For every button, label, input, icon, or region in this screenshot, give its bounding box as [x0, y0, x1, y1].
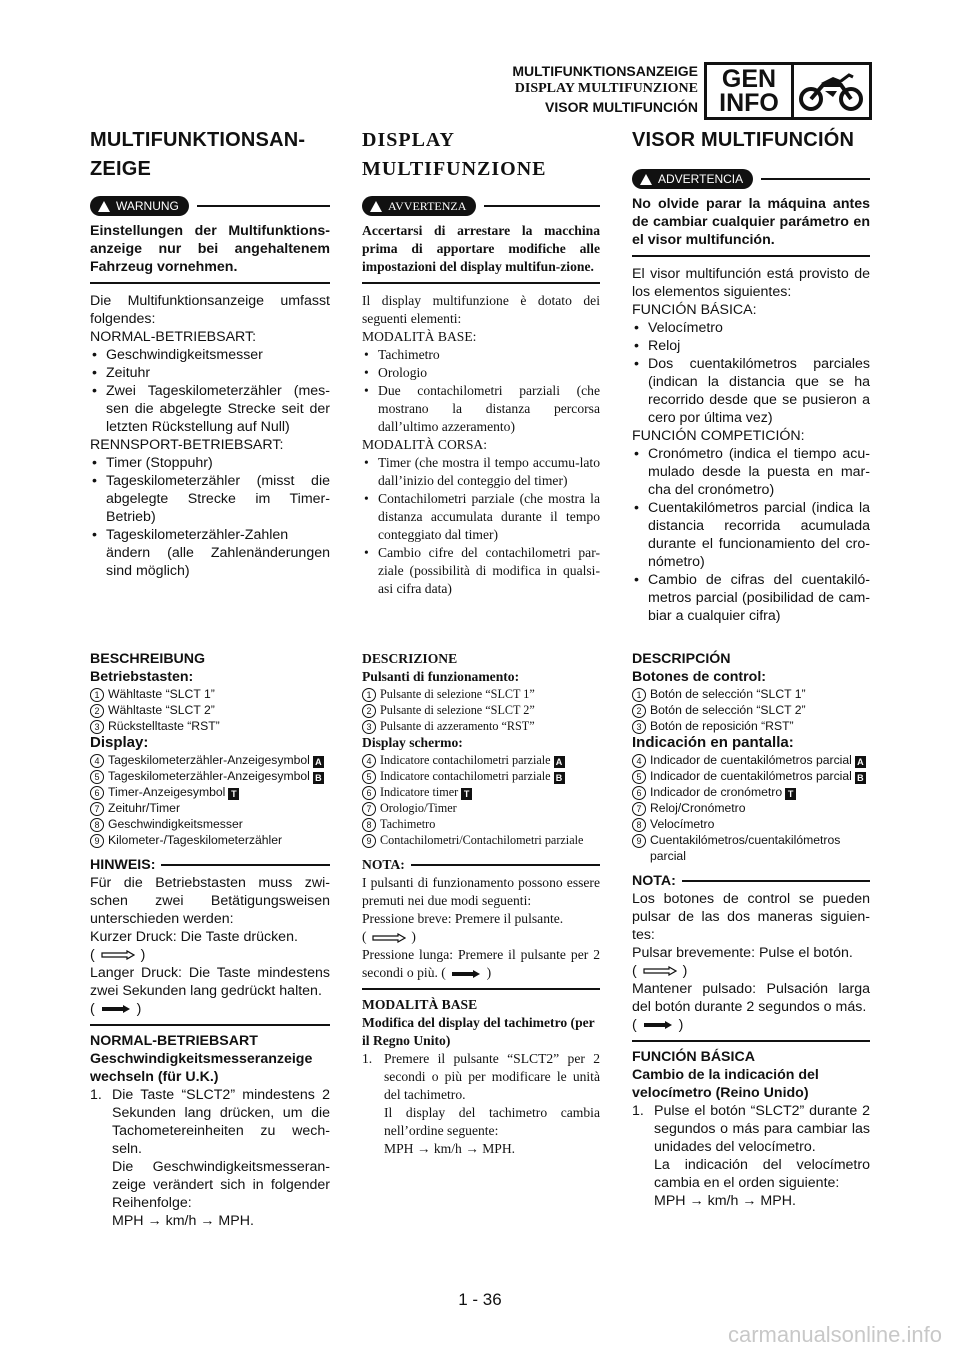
item-text: Geschwindigkeitsmesser [108, 817, 243, 831]
note-header [362, 856, 600, 874]
step-line: Il display del tachimetro cambia nell’ordine seguente: [384, 1105, 600, 1138]
callout-number: 2 [90, 704, 104, 718]
item-text: Reloj/Cronómetro [650, 801, 746, 815]
note-text: Kurzer Druck: Die Taste drücken. [90, 929, 298, 945]
callout-number: 1 [362, 688, 376, 702]
marker-a-icon: A [554, 756, 565, 768]
intro: Die Multifunktionsanzeige umfasst folgendes: [90, 293, 330, 327]
list-item [362, 752, 600, 768]
callout-number: 1 [632, 688, 646, 702]
note-text: Für die Betriebstasten muss zwi-schen zwei Betätigungsweisen unterschieden werden: [90, 875, 330, 927]
item-text: Pulsante di selezione “SLCT 2” [380, 703, 535, 717]
item-text: Contachilometri/Contachilometri parziale [380, 833, 584, 847]
warning-header [362, 196, 600, 216]
note-long-text: Pressione lunga: Premere il pulsante per 2 secondi o più. [362, 947, 600, 980]
list-item [90, 800, 330, 816]
divider [761, 178, 870, 180]
description-italian [362, 650, 600, 1158]
item-text: Botón de selección “SLCT 2” [650, 703, 806, 717]
step-number: 1. [362, 1051, 373, 1066]
mode-heading: RENNSPORT-BETRIEBSART: [90, 437, 284, 453]
step-text [112, 1086, 330, 1230]
title-line: DISPLAY [362, 129, 455, 151]
header-titles [512, 62, 698, 116]
note-body [90, 874, 330, 1026]
marker-b-icon: B [855, 772, 866, 784]
item-label: Indicatore contachilometri parziale [380, 769, 551, 783]
step [362, 1050, 600, 1158]
callout-number: 1 [90, 688, 104, 702]
list-item [632, 718, 870, 734]
item-text: Kilometer-/Tageskilometerzähler [108, 833, 283, 847]
header-title-es: VISOR MULTIFUNCIÓN [545, 99, 698, 115]
item-label: Timer-Anzeigesymbol [108, 785, 226, 799]
note-text: Langer Druck: Die Taste mindestens zwei Sekunden lang gedrückt halten. [90, 965, 330, 999]
marker-t-icon: T [461, 788, 472, 800]
section-title [362, 126, 600, 184]
callout-number: 7 [90, 802, 104, 816]
mode-list [362, 346, 600, 436]
note-body [362, 874, 600, 990]
item-text: Wähltaste “SLCT 2” [108, 703, 215, 717]
description-spanish [632, 650, 870, 1210]
step-line: Pulse el botón “SLCT2” durante 2 segundos o más para cambiar las unidades del velocímetro. [654, 1103, 870, 1155]
step-number: 1. [90, 1087, 102, 1103]
callout-number: 3 [362, 720, 376, 734]
list-item [632, 702, 870, 718]
callout-number: 6 [632, 786, 646, 800]
callout-number: 3 [90, 720, 104, 734]
note-body [632, 890, 870, 1042]
header-title-de: MULTIFUNKTIONSANZEIGE [512, 63, 698, 79]
step-text [654, 1102, 870, 1210]
long-arrow-icon [451, 969, 481, 979]
mode-heading: FUNCIÓN COMPETICIÓN: [632, 428, 805, 444]
item-label: Indicatore contachilometri parziale [380, 753, 551, 767]
divider [161, 864, 330, 866]
callout-number: 8 [90, 818, 104, 832]
list-item: • Reloj [632, 337, 870, 355]
section-title [90, 126, 330, 184]
note-text: Pulsar brevemente: Pulse el botón. [632, 945, 853, 961]
callout-number: 4 [362, 754, 376, 768]
subsection-title: Geschwindigkeitsmesseranzeige wechseln (für U.K.) [90, 1051, 313, 1085]
list-item: • Zeituhr [90, 364, 330, 382]
warning-label [90, 196, 189, 216]
item-text [108, 752, 324, 768]
item-text [108, 784, 239, 800]
note-text: Mantener pulsado: Pulsación larga del botón durante 2 segundos o más. [632, 981, 870, 1015]
step [632, 1102, 870, 1210]
mode-list [90, 454, 330, 580]
list-item [362, 800, 600, 816]
mode-list [362, 454, 600, 598]
list-item [632, 832, 870, 864]
note-label: NOTA: [632, 873, 676, 889]
marker-t-icon: T [228, 788, 239, 800]
badge-bottom: INFO [719, 89, 779, 117]
note-label: NOTA: [362, 857, 405, 872]
list-item: • Cambio de cifras del cuentakiló-metros parcial (posibilidad de cam-biar a cualquier cifra) [632, 571, 870, 625]
list-item [90, 768, 330, 784]
divider [197, 205, 330, 207]
list-item [362, 768, 600, 784]
callout-number: 9 [632, 834, 646, 848]
mode-heading: FUNCIÓN BÁSICA: [632, 302, 757, 318]
item-text: Rückstelltaste “RST” [108, 719, 220, 733]
list-item: • Cambio cifre del contachilometri par-ziale (possibilità di modifica in qualsi-asi cifra data) [362, 544, 600, 598]
callout-number: 3 [632, 720, 646, 734]
display-title: Display schermo: [362, 735, 463, 750]
list-item [632, 784, 870, 800]
note-header [632, 872, 870, 890]
title-line: MULTIFUNZIONE [362, 158, 547, 180]
short-press-symbol: ( ) [632, 963, 688, 979]
list-item [362, 702, 600, 718]
list-item [632, 686, 870, 702]
mode-heading: MODALITÀ CORSA: [362, 437, 487, 452]
callout-number: 2 [632, 704, 646, 718]
desc-title: DESCRIPCIÓN [632, 651, 731, 667]
list-item: • Velocímetro [632, 319, 870, 337]
warning-label [632, 169, 753, 189]
column-spanish [632, 126, 870, 625]
list-item [362, 832, 600, 848]
step-text [384, 1050, 600, 1158]
list-item: • Cronómetro (indica el tiempo acu-mulado desde la puesta en mar-cha del cronómetro) [632, 445, 870, 499]
list-item: • Cuentakilómetros parcial (indica la distancia recorrida acumulada durante el funcionamiento del cro-nómetro) [632, 499, 870, 571]
subsection-title: NORMAL-BETRIEBSART [90, 1033, 258, 1049]
list-item [90, 702, 330, 718]
item-text [380, 752, 565, 768]
description-german [90, 650, 330, 1230]
callout-number: 7 [362, 802, 376, 816]
badge-text [707, 65, 794, 117]
list-item [632, 752, 870, 768]
callout-number: 4 [90, 754, 104, 768]
callout-number: 9 [362, 834, 376, 848]
callout-number: 6 [362, 786, 376, 800]
long-arrow-icon [101, 1004, 131, 1014]
desc-title: BESCHREIBUNG [90, 651, 206, 667]
column-german [90, 126, 330, 580]
item-text: Wähltaste “SLCT 1” [108, 687, 215, 701]
list-item [90, 686, 330, 702]
long-press-symbol: ( ) [632, 1017, 684, 1033]
item-text: Pulsante di selezione “SLCT 1” [380, 687, 535, 701]
display-title: Indicación en pantalla: [632, 734, 794, 751]
item-text: Botón de selección “SLCT 1” [650, 687, 806, 701]
warning-label [362, 196, 476, 216]
list-item [90, 752, 330, 768]
warning-text: No olvide parar la máquina antes de cambiar cualquier parámetro en el visor multifunción. [632, 195, 870, 257]
warning-text: Einstellungen der Multifunktions-anzeige nur bei angehaltenem Fahrzeug vornehmen. [90, 222, 330, 284]
note-text: Pressione breve: Premere il pulsante. [362, 911, 564, 926]
long-arrow-icon [643, 1020, 673, 1030]
subsection-title: Cambio de la indicación del velocímetro (Reino Unido) [632, 1067, 819, 1101]
item-text: Pulsante di azzeramento “RST” [380, 719, 535, 733]
note-text: Pressione lunga: Premere il pulsante per 2 secondi o più. ( ) [362, 947, 600, 980]
list-item: • Tageskilometerzähler (misst die abgelegte Strecke im Timer-Betrieb) [90, 472, 330, 526]
step [90, 1086, 330, 1230]
item-text [108, 768, 324, 784]
marker-t-icon: T [785, 788, 796, 800]
mode-heading: NORMAL-BETRIEBSART: [90, 329, 257, 345]
column-italian [362, 126, 600, 598]
list-item [362, 784, 600, 800]
step-sequence: MPH → km/h → MPH. [384, 1141, 516, 1156]
mode-list [632, 319, 870, 427]
callout-number: 8 [362, 818, 376, 832]
item-text: Velocímetro [650, 817, 715, 831]
watermark: carmanualsonline.info [727, 1322, 942, 1347]
section-title: VISOR MULTIFUNCIÓN [632, 129, 855, 151]
marker-a-icon: A [313, 756, 324, 768]
buttons-title: Botones de control: [632, 669, 766, 685]
step-sequence: MPH → km/h → MPH. [112, 1213, 254, 1229]
step-number: 1. [632, 1103, 644, 1119]
callout-number: 4 [632, 754, 646, 768]
item-label: Indicador de cronómetro [650, 785, 783, 799]
divider [484, 205, 600, 207]
step-line: Die Taste “SLCT2” mindestens 2 Sekunden lang drücken, um die Tachometereinheiten zu wech-seln. [112, 1087, 330, 1157]
list-item: • Dos cuentakilómetros parciales (indican la distancia que se ha recorrido desde que se pusieron a cero por última vez) [632, 355, 870, 427]
short-arrow-icon [101, 950, 135, 960]
list-item [632, 800, 870, 816]
buttons-title: Pulsanti di funzionamento: [362, 669, 520, 684]
list-item: • Contachilometri parziale (che mostra la distanza accumulata durante il tempo conteggiato dal timer) [362, 490, 600, 544]
marker-b-icon: B [313, 772, 324, 784]
warning-header [90, 196, 330, 216]
item-text: Tachimetro [380, 817, 436, 831]
short-press-symbol: ( ) [362, 929, 416, 944]
callout-number: 5 [90, 770, 104, 784]
list-item: • Geschwindigkeitsmesser [90, 346, 330, 364]
item-text [380, 768, 565, 784]
intro: El visor multifunción está provisto de los elementos siguientes: [632, 266, 870, 300]
note-label: HINWEIS: [90, 857, 156, 873]
item-text: Zeituhr/Timer [108, 801, 181, 815]
display-title: Display: [90, 734, 149, 751]
page-number: 1 - 36 [458, 1290, 502, 1309]
divider [682, 880, 870, 882]
list-item [90, 832, 330, 848]
warning-label-text: WARNUNG [116, 199, 179, 213]
intro: Il display multifunzione è dotato dei seguenti elementi: [362, 293, 600, 326]
desc-title: DESCRIZIONE [362, 651, 458, 666]
long-press-symbol: ( ) [90, 1001, 142, 1017]
item-text [380, 784, 472, 800]
warning-text: Accertarsi di arrestare la macchina prima di apportare modifiche alle impostazioni del display multifun-zione. [362, 222, 600, 284]
subsection-title: MODALITÀ BASE [362, 997, 478, 1012]
buttons-title: Betriebstasten: [90, 669, 194, 685]
gen-info-badge [704, 62, 872, 120]
callout-number: 9 [90, 834, 104, 848]
list-item [632, 816, 870, 832]
list-item: • Orologio [362, 364, 600, 382]
subsection-title: Modifica del display del tachimetro (per il Regno Unito) [362, 1015, 595, 1048]
list-item: • Timer (Stoppuhr) [90, 454, 330, 472]
callout-number: 8 [632, 818, 646, 832]
item-text [650, 784, 796, 800]
divider [411, 864, 600, 866]
item-text: Orologio/Timer [380, 801, 457, 815]
item-label: Indicatore timer [380, 785, 459, 799]
step-line: La indicación del velocímetro cambia en el orden siguiente: [654, 1157, 870, 1191]
list-item [90, 784, 330, 800]
warning-icon [370, 201, 382, 212]
note-header [90, 856, 330, 874]
warning-label-text: ADVERTENCIA [658, 172, 744, 186]
callout-number: 6 [90, 786, 104, 800]
step-line: Premere il pulsante “SLCT2” per 2 secondi o più per modificare le unità del tachimetro. [384, 1051, 600, 1102]
note-text: I pulsanti di funzionamento possono essere premuti nei due modi seguenti: [362, 875, 600, 908]
marker-a-icon: A [855, 756, 866, 768]
list-item: • Zwei Tageskilometerzähler (mes-sen die abgelegte Strecke seit der letzten Rückstellung auf Null) [90, 382, 330, 436]
header-title-it: DISPLAY MULTIFUNZIONE [514, 81, 698, 96]
warning-header [632, 169, 870, 189]
mode-list [90, 346, 330, 436]
list-item: • Tageskilometerzähler-Zahlen ändern (alle Zahlenänderungen sind möglich) [90, 526, 330, 580]
short-press-symbol: ( ) [90, 947, 146, 963]
mode-list [632, 445, 870, 625]
list-item: • Timer (che mostra il tempo accumu-lato dall’inizio del conteggio del timer) [362, 454, 600, 490]
item-label: Indicador de cuentakilómetros parcial [650, 769, 852, 783]
item-label: Tageskilometerzähler-Anzeigesymbol [108, 769, 310, 783]
title-line: ZEIGE [90, 158, 152, 180]
short-arrow-icon [643, 966, 677, 976]
step-line: Die Geschwindigkeitsmesseran-zeige verändert sich in folgender Reihenfolge: [112, 1159, 330, 1211]
warning-icon [98, 201, 110, 212]
list-item [362, 718, 600, 734]
callout-number: 5 [632, 770, 646, 784]
list-item [362, 816, 600, 832]
callout-number: 5 [362, 770, 376, 784]
subsection-title: FUNCIÓN BÁSICA [632, 1049, 755, 1065]
list-item [90, 718, 330, 734]
marker-b-icon: B [554, 772, 565, 784]
item-text: Botón de reposición “RST” [650, 719, 794, 733]
item-text [650, 768, 866, 784]
title-line: MULTIFUNKTIONSAN- [90, 129, 306, 151]
mode-heading: MODALITÀ BASE: [362, 329, 477, 344]
warning-icon [640, 174, 652, 185]
list-item [90, 816, 330, 832]
list-item: • Due contachilometri parziali (che mostrano la distanza percorsa dall’ultimo azzeramento) [362, 382, 600, 436]
item-text [650, 752, 866, 768]
step-sequence: MPH → km/h → MPH. [654, 1193, 796, 1209]
short-arrow-icon [372, 933, 406, 943]
motorcycle-icon [794, 65, 869, 117]
callout-number: 2 [362, 704, 376, 718]
callout-number: 7 [632, 802, 646, 816]
warning-label-text: AVVERTENZA [388, 199, 467, 213]
note-text: Los botones de control se pueden pulsar de las dos maneras siguien-tes: [632, 891, 870, 943]
item-label: Tageskilometerzähler-Anzeigesymbol [108, 753, 310, 767]
badge-top: GEN [721, 65, 777, 93]
item-text: Cuentakilómetros/cuentakilómetros parcial [650, 833, 841, 863]
list-item: • Tachimetro [362, 346, 600, 364]
list-item [632, 768, 870, 784]
list-item [362, 686, 600, 702]
item-label: Indicador de cuentakilómetros parcial [650, 753, 852, 767]
